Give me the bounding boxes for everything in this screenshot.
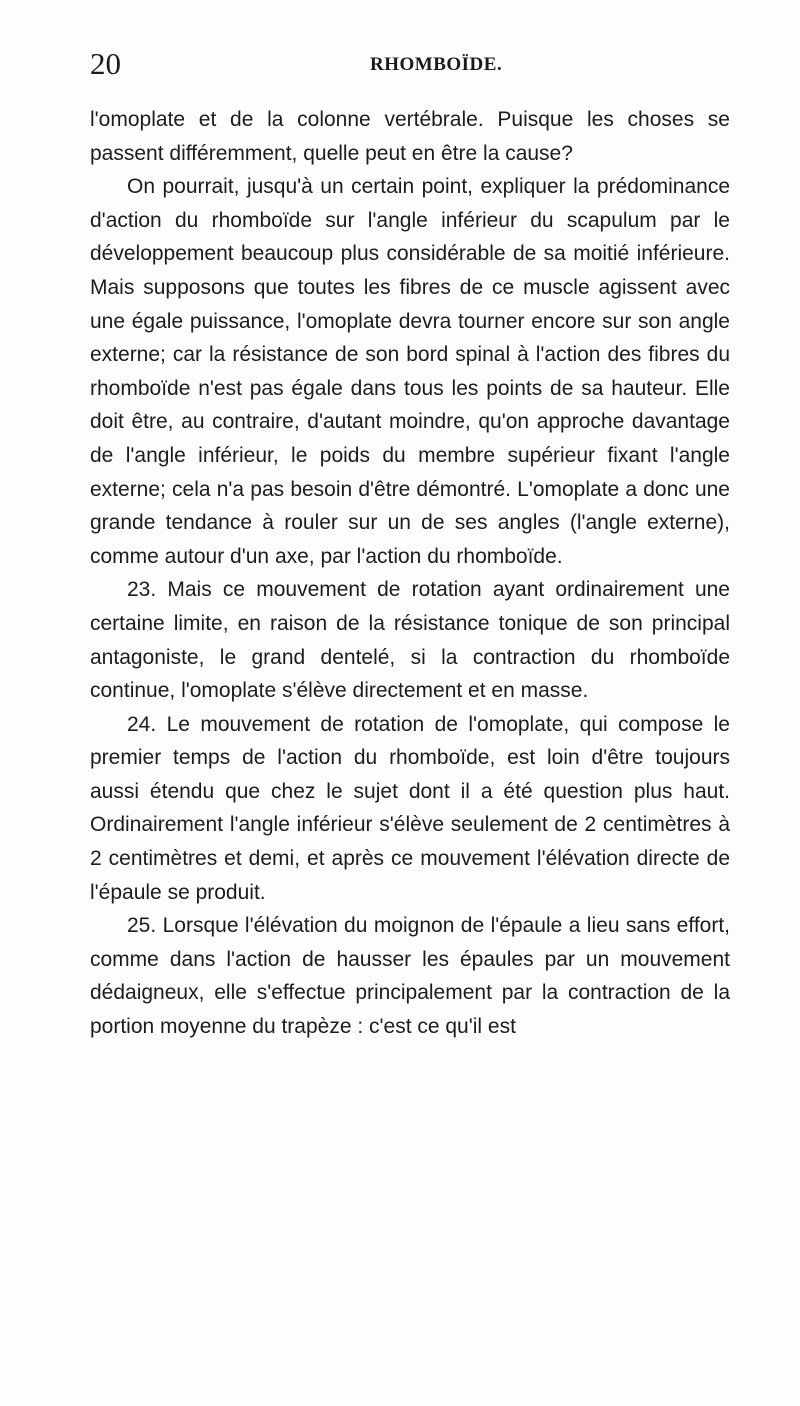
running-head: RHOMBOÏDE. [370, 54, 503, 75]
paragraph-24: 24. Le mouvement de rotation de l'omoplate, qui compose le premier temps de l'action du rhomboïde, est loin d'être toujours aussi étendu que chez le sujet dont il a été question plus haut. Ordinairement l'angle inférieur s'élève seulement de 2 centimètres à 2 centimètres et demi, et après ce mouvement l'élévation directe de l'épaule se produit. [90, 712, 730, 904]
paragraph-25: 25. Lorsque l'élévation du moignon de l'épaule a lieu sans effort, comme dans l'action de hausser les épaules par un mouvement dédaigneux, elle s'effectue principalement par la contraction de la portion moyenne du trapèze : c'est ce qu'il est [90, 914, 730, 1039]
page-header [90, 44, 730, 84]
paragraph-continuation: l'omoplate et de la colonne vertébrale. Puisque les choses se passent différemment, quelle peut en être la cause? [90, 108, 730, 165]
page-number: 20 [90, 46, 121, 81]
paragraph-23: 23. Mais ce mouvement de rotation ayant ordinairement une certaine limite, en raison de la résistance tonique de son principal antagoniste, le grand dentelé, si la contraction du rhomboïde continue, l'omoplate s'élève directement et en masse. [90, 578, 730, 703]
body-text [90, 103, 730, 1044]
paragraph: On pourrait, jusqu'à un certain point, expliquer la prédominance d'action du rhomboïde sur l'angle inférieur du scapulum par le développement beaucoup plus considérable de sa moitié inférieure. Mais supposons que toutes les fibres de ce muscle agissent avec une égale puissance, l'omoplate devra tourner encore sur son angle externe; car la résistance de son bord spinal à l'action des fibres du rhomboïde n'est pas égale dans tous les points de sa hauteur. Elle doit être, au contraire, d'autant moindre, qu'on approche davantage de l'angle inférieur, le poids du membre supérieur fixant l'angle externe; cela n'a pas besoin d'être démontré. L'omoplate a donc une grande tendance à rouler sur un de ses angles (l'angle externe), comme autour d'un axe, par l'action du rhomboïde. [90, 175, 730, 568]
